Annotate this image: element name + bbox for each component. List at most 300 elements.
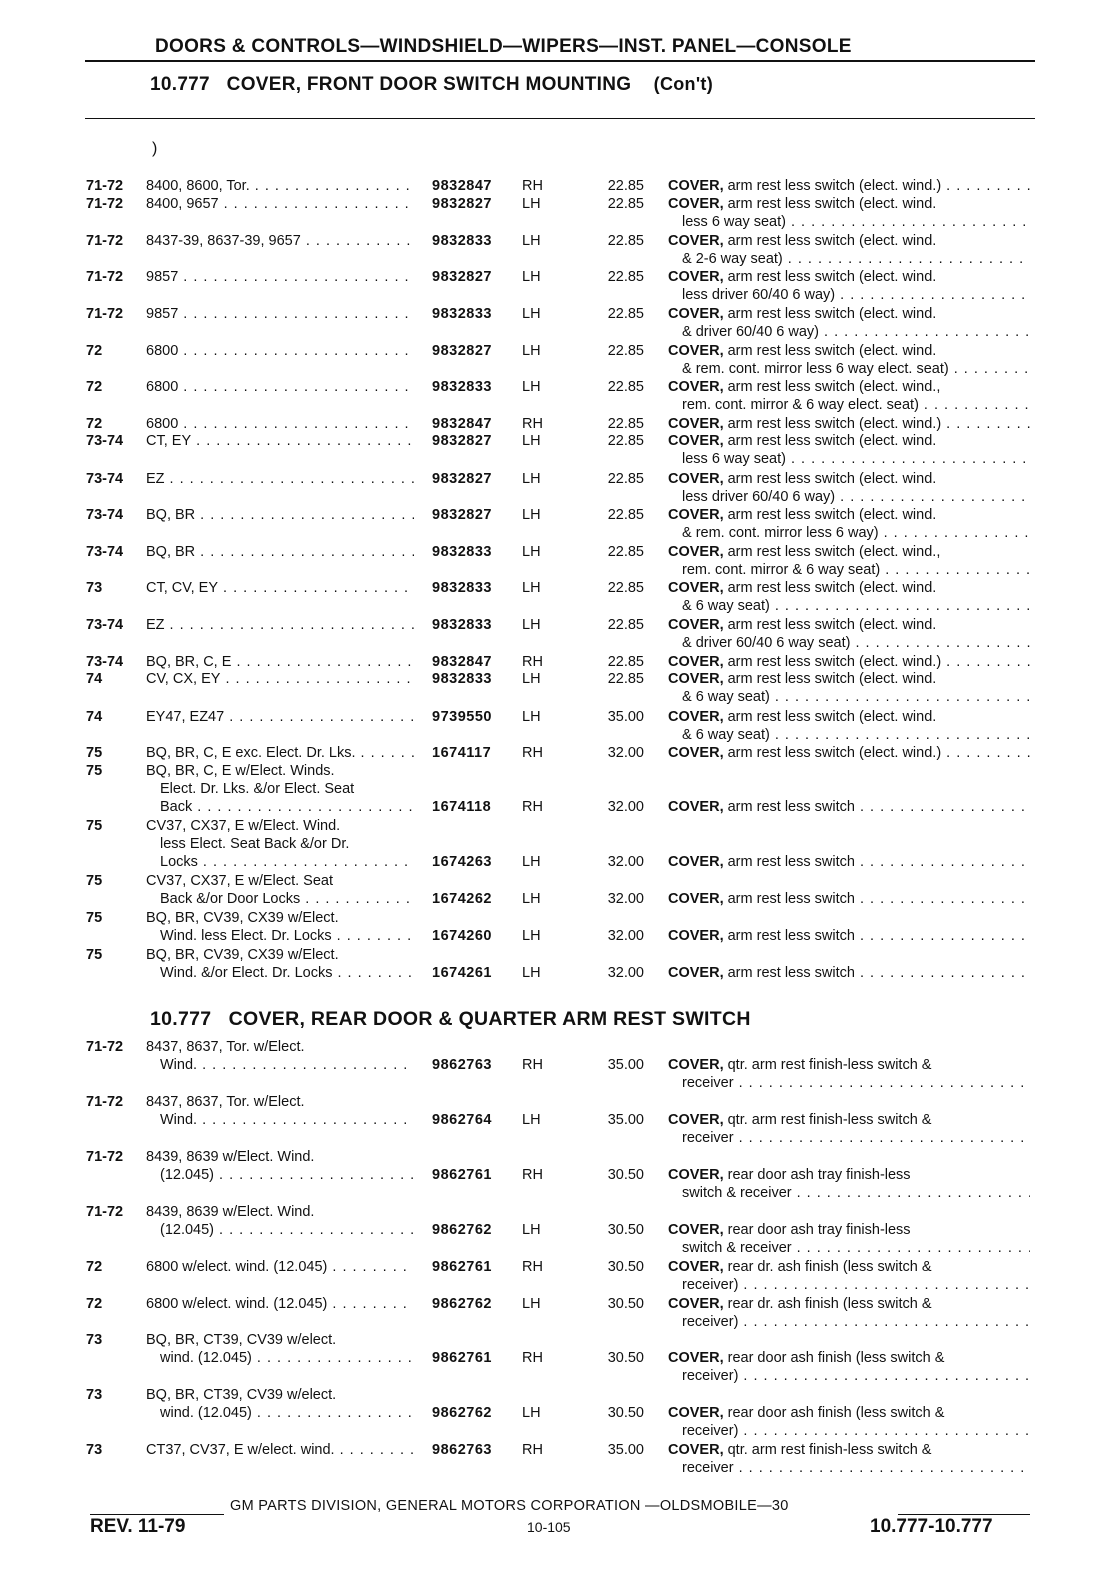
- model-applicability: [146, 543, 414, 561]
- list-price: 30.50: [607, 1296, 644, 1312]
- description-line: COVER, arm rest less switch (elect. wind.: [668, 233, 937, 249]
- description-keyword: COVER,: [668, 269, 724, 285]
- part-description: [668, 708, 1030, 744]
- list-price: 22.85: [607, 269, 644, 285]
- model-year: 73-74: [86, 544, 124, 560]
- model-year: 72: [86, 416, 103, 432]
- part-number: 9832833: [432, 306, 492, 322]
- part-number: 9832827: [432, 507, 492, 523]
- description-line: COVER, arm rest less switch (elect. wind.: [668, 617, 937, 633]
- list-price: 30.50: [607, 1350, 644, 1366]
- model-applicability: [146, 708, 414, 726]
- list-price: 32.00: [607, 891, 644, 907]
- description-line: COVER, arm rest less switch (elect. wind.: [668, 433, 937, 449]
- list-price: 22.85: [607, 233, 644, 249]
- model-year: 72: [86, 379, 103, 395]
- description-keyword: COVER,: [668, 507, 724, 523]
- description-line: COVER, rear door ash tray finish-less: [668, 1222, 911, 1238]
- side-indicator: RH: [522, 1259, 543, 1275]
- model-applicability: [146, 1441, 414, 1459]
- part-description: [668, 890, 1030, 908]
- side-indicator: LH: [522, 233, 541, 249]
- section-title: COVER, FRONT DOOR SWITCH MOUNTING: [226, 74, 632, 95]
- model-line: Locks . . .: [146, 853, 414, 871]
- side-indicator: RH: [522, 178, 543, 194]
- side-indicator: LH: [522, 379, 541, 395]
- part-number: 9832833: [432, 233, 492, 249]
- description-line: & rem. cont. mirror less 6 way elect. seat) . . .: [668, 360, 1030, 378]
- model-applicability: [146, 195, 414, 213]
- description-line: switch & receiver . . .: [668, 1239, 1030, 1257]
- description-line: & driver 60/40 6 way) . . .: [668, 323, 1030, 341]
- description-keyword: COVER,: [668, 416, 724, 432]
- model-applicability: [146, 415, 414, 433]
- model-line: EY47, EZ47 . . .: [146, 708, 414, 726]
- list-price: 35.00: [607, 1442, 644, 1458]
- description-line: COVER, arm rest less switch (elect. wind.: [668, 306, 937, 322]
- category-heading: DOORS & CONTROLS—WINDSHIELD—WIPERS—INST. PANEL—CONSOLE: [155, 36, 852, 57]
- model-line: 6800 . . .: [146, 342, 414, 360]
- model-line: 8439, 8639 w/Elect. Wind.: [146, 1204, 315, 1220]
- part-number: 9862763: [432, 1442, 492, 1458]
- model-line: 6800 w/elect. wind. (12.045) . . .: [146, 1295, 414, 1313]
- description-line: less driver 60/40 6 way) . . .: [668, 286, 1030, 304]
- description-line: COVER, arm rest less switch (elect. wind.) . . .: [668, 653, 1030, 671]
- model-year: 71-72: [86, 1039, 124, 1055]
- side-indicator: LH: [522, 471, 541, 487]
- part-number: 9832827: [432, 471, 492, 487]
- footer-page-number: 10-105: [527, 1519, 571, 1535]
- description-keyword: COVER,: [668, 343, 724, 359]
- model-applicability: [146, 1038, 414, 1074]
- description-keyword: COVER,: [668, 928, 724, 944]
- description-keyword: COVER,: [668, 1442, 724, 1458]
- model-line: BQ, BR, C, E w/Elect. Winds.: [146, 763, 335, 779]
- model-applicability: [146, 762, 414, 816]
- description-line: COVER, arm rest less switch . . .: [668, 798, 1030, 816]
- description-keyword: COVER,: [668, 580, 724, 596]
- part-description: [668, 195, 1030, 231]
- side-indicator: LH: [522, 671, 541, 687]
- list-price: 22.85: [607, 544, 644, 560]
- part-number: 9862762: [432, 1222, 492, 1238]
- model-year: 75: [86, 763, 103, 779]
- list-price: 35.00: [607, 1112, 644, 1128]
- part-number: 9862763: [432, 1057, 492, 1073]
- footer-rule-right: [898, 1514, 1030, 1515]
- description-keyword: COVER,: [668, 965, 724, 981]
- part-description: [668, 653, 1030, 671]
- part-description: [668, 1295, 1030, 1331]
- part-number: 9739550: [432, 709, 492, 725]
- description-keyword: COVER,: [668, 233, 724, 249]
- description-line: COVER, arm rest less switch (elect. wind.: [668, 507, 937, 523]
- model-year: 72: [86, 343, 103, 359]
- model-year: 72: [86, 1296, 103, 1312]
- model-line: Wind. &/or Elect. Dr. Locks . . .: [146, 964, 414, 982]
- model-year: 71-72: [86, 306, 124, 322]
- side-indicator: LH: [522, 269, 541, 285]
- footer-rule-left: [90, 1514, 224, 1515]
- description-line: & rem. cont. mirror less 6 way) . . .: [668, 524, 1030, 542]
- description-line: & 6 way seat) . . .: [668, 726, 1030, 744]
- part-number: 9862764: [432, 1112, 492, 1128]
- model-year: 75: [86, 873, 103, 889]
- side-indicator: RH: [522, 416, 543, 432]
- part-description: [668, 1221, 1030, 1257]
- model-line: BQ, BR, C, E . . .: [146, 653, 414, 671]
- model-applicability: [146, 305, 414, 323]
- list-price: 30.50: [607, 1167, 644, 1183]
- description-keyword: COVER,: [668, 709, 724, 725]
- part-number: 1674262: [432, 891, 492, 907]
- part-number: 9862761: [432, 1167, 492, 1183]
- side-indicator: RH: [522, 1167, 543, 1183]
- list-price: 22.85: [607, 654, 644, 670]
- side-indicator: LH: [522, 507, 541, 523]
- model-line: CV, CX, EY . . .: [146, 670, 414, 688]
- model-line: wind. (12.045) . . .: [146, 1404, 414, 1422]
- model-applicability: [146, 1148, 414, 1184]
- side-indicator: LH: [522, 965, 541, 981]
- model-year: 75: [86, 818, 103, 834]
- part-number: 9832833: [432, 379, 492, 395]
- list-price: 35.00: [607, 1057, 644, 1073]
- description-line: receiver) . . .: [668, 1276, 1030, 1294]
- model-applicability: [146, 744, 414, 762]
- description-line: & 2-6 way seat) . . .: [668, 250, 1030, 268]
- part-number: 9862762: [432, 1296, 492, 1312]
- part-description: [668, 744, 1030, 762]
- model-line: 9857 . . .: [146, 305, 414, 323]
- model-year: 71-72: [86, 233, 124, 249]
- model-line: BQ, BR, CT39, CV39 w/elect.: [146, 1387, 337, 1403]
- list-price: 30.50: [607, 1405, 644, 1421]
- model-line: CT37, CV37, E w/elect. wind. . . .: [146, 1441, 414, 1459]
- model-year: 71-72: [86, 178, 124, 194]
- model-line: (12.045) . . .: [146, 1166, 414, 1184]
- model-year: 71-72: [86, 1094, 124, 1110]
- list-price: 32.00: [607, 928, 644, 944]
- section-number: 10.777: [150, 74, 210, 95]
- description-line: COVER, rear dr. ash finish (less switch &: [668, 1296, 932, 1312]
- model-applicability: [146, 1386, 414, 1422]
- model-applicability: [146, 616, 414, 634]
- list-price: 22.85: [607, 306, 644, 322]
- list-price: 32.00: [607, 965, 644, 981]
- model-year: 72: [86, 1259, 103, 1275]
- list-price: 22.85: [607, 671, 644, 687]
- section2-heading: [150, 1008, 751, 1031]
- list-price: 22.85: [607, 580, 644, 596]
- description-line: COVER, arm rest less switch (elect. wind.: [668, 196, 937, 212]
- description-keyword: COVER,: [668, 306, 724, 322]
- description-keyword: COVER,: [668, 1222, 724, 1238]
- footer-division: GM PARTS DIVISION, GENERAL MOTORS CORPORATION —OLDSMOBILE—30: [230, 1498, 789, 1514]
- list-price: 35.00: [607, 709, 644, 725]
- part-description: [668, 1349, 1030, 1385]
- model-line: BQ, BR . . .: [146, 506, 414, 524]
- model-line: 9857 . . .: [146, 268, 414, 286]
- side-indicator: LH: [522, 306, 541, 322]
- side-indicator: LH: [522, 891, 541, 907]
- side-indicator: LH: [522, 1296, 541, 1312]
- model-line: wind. (12.045) . . .: [146, 1349, 414, 1367]
- description-keyword: COVER,: [668, 1167, 724, 1183]
- description-line: COVER, qtr. arm rest finish-less switch &: [668, 1112, 932, 1128]
- description-line: COVER, arm rest less switch (elect. wind.: [668, 580, 937, 596]
- description-keyword: COVER,: [668, 854, 724, 870]
- part-number: 9832827: [432, 269, 492, 285]
- description-line: less driver 60/40 6 way) . . .: [668, 488, 1030, 506]
- part-description: [668, 1441, 1030, 1477]
- part-number: 9862762: [432, 1405, 492, 1421]
- side-indicator: LH: [522, 580, 541, 596]
- list-price: 22.85: [607, 379, 644, 395]
- model-applicability: [146, 946, 414, 982]
- model-line: 6800 w/elect. wind. (12.045) . . .: [146, 1258, 414, 1276]
- part-number: 9832827: [432, 433, 492, 449]
- model-applicability: [146, 232, 414, 250]
- list-price: 30.50: [607, 1259, 644, 1275]
- model-year: 73: [86, 1442, 103, 1458]
- model-line: CV37, CX37, E w/Elect. Wind.: [146, 818, 341, 834]
- part-number: 1674117: [432, 745, 492, 761]
- side-indicator: LH: [522, 617, 541, 633]
- description-keyword: COVER,: [668, 379, 724, 395]
- model-year: 71-72: [86, 1149, 124, 1165]
- part-number: 1674260: [432, 928, 492, 944]
- model-year: 74: [86, 671, 103, 687]
- list-price: 22.85: [607, 507, 644, 523]
- description-keyword: COVER,: [668, 617, 724, 633]
- part-number: 1674263: [432, 854, 492, 870]
- model-applicability: [146, 268, 414, 286]
- part-description: [668, 964, 1030, 982]
- description-line: rem. cont. mirror & 6 way elect. seat) . . .: [668, 396, 1030, 414]
- side-indicator: RH: [522, 654, 543, 670]
- description-line: receiver) . . .: [668, 1422, 1030, 1440]
- list-price: 32.00: [607, 799, 644, 815]
- section-rule: [85, 118, 1035, 119]
- description-line: COVER, arm rest less switch . . .: [668, 890, 1030, 908]
- model-line: 6800 . . .: [146, 378, 414, 396]
- model-year: 75: [86, 745, 103, 761]
- side-indicator: RH: [522, 1442, 543, 1458]
- part-description: [668, 342, 1030, 378]
- model-applicability: [146, 177, 414, 195]
- description-line: & 6 way seat) . . .: [668, 688, 1030, 706]
- description-keyword: COVER,: [668, 1350, 724, 1366]
- model-line: 8437, 8637, Tor. w/Elect.: [146, 1039, 305, 1055]
- list-price: 32.00: [607, 854, 644, 870]
- description-line: COVER, qtr. arm rest finish-less switch &: [668, 1442, 932, 1458]
- description-line: COVER, arm rest less switch (elect. wind.: [668, 343, 937, 359]
- model-line: EZ . . .: [146, 470, 414, 488]
- side-indicator: LH: [522, 343, 541, 359]
- model-year: 73-74: [86, 617, 124, 633]
- list-price: 22.85: [607, 178, 644, 194]
- model-applicability: [146, 470, 414, 488]
- model-year: 74: [86, 709, 103, 725]
- model-line: Wind. less Elect. Dr. Locks . . .: [146, 927, 414, 945]
- description-line: COVER, arm rest less switch . . .: [668, 964, 1030, 982]
- part-description: [668, 305, 1030, 341]
- model-applicability: [146, 1258, 414, 1276]
- model-line: BQ, BR, C, E exc. Elect. Dr. Lks. . . .: [146, 744, 414, 762]
- model-line: 8400, 9657 . . .: [146, 195, 414, 213]
- section2-title: COVER, REAR DOOR & QUARTER ARM REST SWITCH: [228, 1008, 751, 1030]
- model-line: 8437, 8637, Tor. w/Elect.: [146, 1094, 305, 1110]
- footer-revision: REV. 11-79: [90, 1516, 186, 1537]
- part-number: 9832827: [432, 196, 492, 212]
- description-line: less 6 way seat) . . .: [668, 213, 1030, 231]
- model-line: CT, CV, EY . . .: [146, 579, 414, 597]
- model-year: 71-72: [86, 196, 124, 212]
- model-applicability: [146, 506, 414, 524]
- part-description: [668, 1166, 1030, 1202]
- part-number: 1674118: [432, 799, 492, 815]
- list-price: 22.85: [607, 471, 644, 487]
- description-line: COVER, arm rest less switch (elect. wind.: [668, 671, 937, 687]
- model-applicability: [146, 579, 414, 597]
- model-year: 73: [86, 580, 103, 596]
- model-line: Wind. . . .: [146, 1056, 414, 1074]
- model-line: EZ . . .: [146, 616, 414, 634]
- section-note: (Con't): [653, 74, 714, 94]
- description-line: COVER, arm rest less switch . . .: [668, 927, 1030, 945]
- part-description: [668, 378, 1030, 414]
- description-keyword: COVER,: [668, 799, 724, 815]
- description-line: COVER, arm rest less switch (elect. wind.,: [668, 544, 941, 560]
- model-line: Back &/or Door Locks . . .: [146, 890, 414, 908]
- side-indicator: LH: [522, 709, 541, 725]
- part-description: [668, 432, 1030, 468]
- part-number: 9832833: [432, 617, 492, 633]
- description-line: COVER, rear dr. ash finish (less switch &: [668, 1259, 932, 1275]
- description-line: receiver . . .: [668, 1074, 1030, 1092]
- model-year: 73-74: [86, 433, 124, 449]
- model-year: 73-74: [86, 654, 124, 670]
- description-line: receiver) . . .: [668, 1313, 1030, 1331]
- list-price: 22.85: [607, 433, 644, 449]
- description-line: COVER, rear door ash finish (less switch &: [668, 1405, 945, 1421]
- description-keyword: COVER,: [668, 1296, 724, 1312]
- model-line: CT, EY . . .: [146, 432, 414, 450]
- description-line: COVER, arm rest less switch (elect. wind.) . . .: [668, 744, 1030, 762]
- model-line: Wind. . . .: [146, 1111, 414, 1129]
- description-line: COVER, arm rest less switch (elect. wind.: [668, 269, 937, 285]
- part-number: 9832847: [432, 416, 492, 432]
- margin-mark: ): [152, 140, 158, 157]
- model-line: 6800 . . .: [146, 415, 414, 433]
- part-description: [668, 415, 1030, 433]
- description-line: receiver . . .: [668, 1459, 1030, 1477]
- model-year: 73: [86, 1387, 103, 1403]
- description-keyword: COVER,: [668, 671, 724, 687]
- list-price: 22.85: [607, 617, 644, 633]
- part-description: [668, 268, 1030, 304]
- part-number: 9832833: [432, 580, 492, 596]
- model-line: Back . . .: [146, 798, 414, 816]
- description-keyword: COVER,: [668, 196, 724, 212]
- list-price: 22.85: [607, 416, 644, 432]
- description-line: & driver 60/40 6 way seat) . . .: [668, 634, 1030, 652]
- model-year: 73-74: [86, 507, 124, 523]
- model-line: BQ, BR, CV39, CX39 w/Elect.: [146, 910, 339, 926]
- part-description: [668, 1056, 1030, 1092]
- list-price: 22.85: [607, 343, 644, 359]
- model-line: 8437-39, 8637-39, 9657 . . .: [146, 232, 414, 250]
- description-line: COVER, rear door ash finish (less switch &: [668, 1350, 945, 1366]
- description-line: COVER, arm rest less switch (elect. wind.,: [668, 379, 941, 395]
- side-indicator: LH: [522, 1405, 541, 1421]
- model-applicability: [146, 817, 414, 871]
- model-line: BQ, BR, CT39, CV39 w/elect.: [146, 1332, 337, 1348]
- model-applicability: [146, 1331, 414, 1367]
- model-applicability: [146, 378, 414, 396]
- description-keyword: COVER,: [668, 544, 724, 560]
- part-number: 9832847: [432, 178, 492, 194]
- description-keyword: COVER,: [668, 654, 724, 670]
- heading-rule: [85, 60, 1035, 62]
- part-number: 1674261: [432, 965, 492, 981]
- description-line: COVER, arm rest less switch (elect. wind.: [668, 471, 937, 487]
- list-price: 30.50: [607, 1222, 644, 1238]
- list-price: 22.85: [607, 196, 644, 212]
- side-indicator: LH: [522, 1112, 541, 1128]
- part-description: [668, 470, 1030, 506]
- model-year: 73: [86, 1332, 103, 1348]
- list-price: 32.00: [607, 745, 644, 761]
- model-year: 73-74: [86, 471, 124, 487]
- description-keyword: COVER,: [668, 745, 724, 761]
- description-line: rem. cont. mirror & 6 way seat) . . .: [668, 561, 1030, 579]
- model-applicability: [146, 432, 414, 450]
- description-line: less 6 way seat) . . .: [668, 450, 1030, 468]
- part-description: [668, 1258, 1030, 1294]
- part-description: [668, 670, 1030, 706]
- description-line: & 6 way seat) . . .: [668, 597, 1030, 615]
- model-line: CV37, CX37, E w/Elect. Seat: [146, 873, 333, 889]
- part-number: 9832827: [432, 343, 492, 359]
- description-keyword: COVER,: [668, 433, 724, 449]
- part-number: 9832833: [432, 671, 492, 687]
- description-keyword: COVER,: [668, 1405, 724, 1421]
- part-number: 9862761: [432, 1350, 492, 1366]
- side-indicator: RH: [522, 1057, 543, 1073]
- part-description: [668, 1111, 1030, 1147]
- side-indicator: RH: [522, 1350, 543, 1366]
- model-applicability: [146, 1295, 414, 1313]
- model-line: (12.045) . . .: [146, 1221, 414, 1239]
- side-indicator: LH: [522, 196, 541, 212]
- description-keyword: COVER,: [668, 178, 724, 194]
- footer-range: 10.777-10.777: [870, 1516, 993, 1537]
- model-line: 8439, 8639 w/Elect. Wind.: [146, 1149, 315, 1165]
- part-description: [668, 853, 1030, 871]
- part-description: [668, 616, 1030, 652]
- model-applicability: [146, 872, 414, 908]
- model-line: less Elect. Seat Back &/or Dr.: [160, 836, 350, 852]
- description-line: COVER, arm rest less switch (elect. wind.) . . .: [668, 415, 1030, 433]
- model-year: 71-72: [86, 1204, 124, 1220]
- description-line: receiver) . . .: [668, 1367, 1030, 1385]
- side-indicator: RH: [522, 799, 543, 815]
- description-keyword: COVER,: [668, 1112, 724, 1128]
- part-description: [668, 543, 1030, 579]
- description-keyword: COVER,: [668, 1259, 724, 1275]
